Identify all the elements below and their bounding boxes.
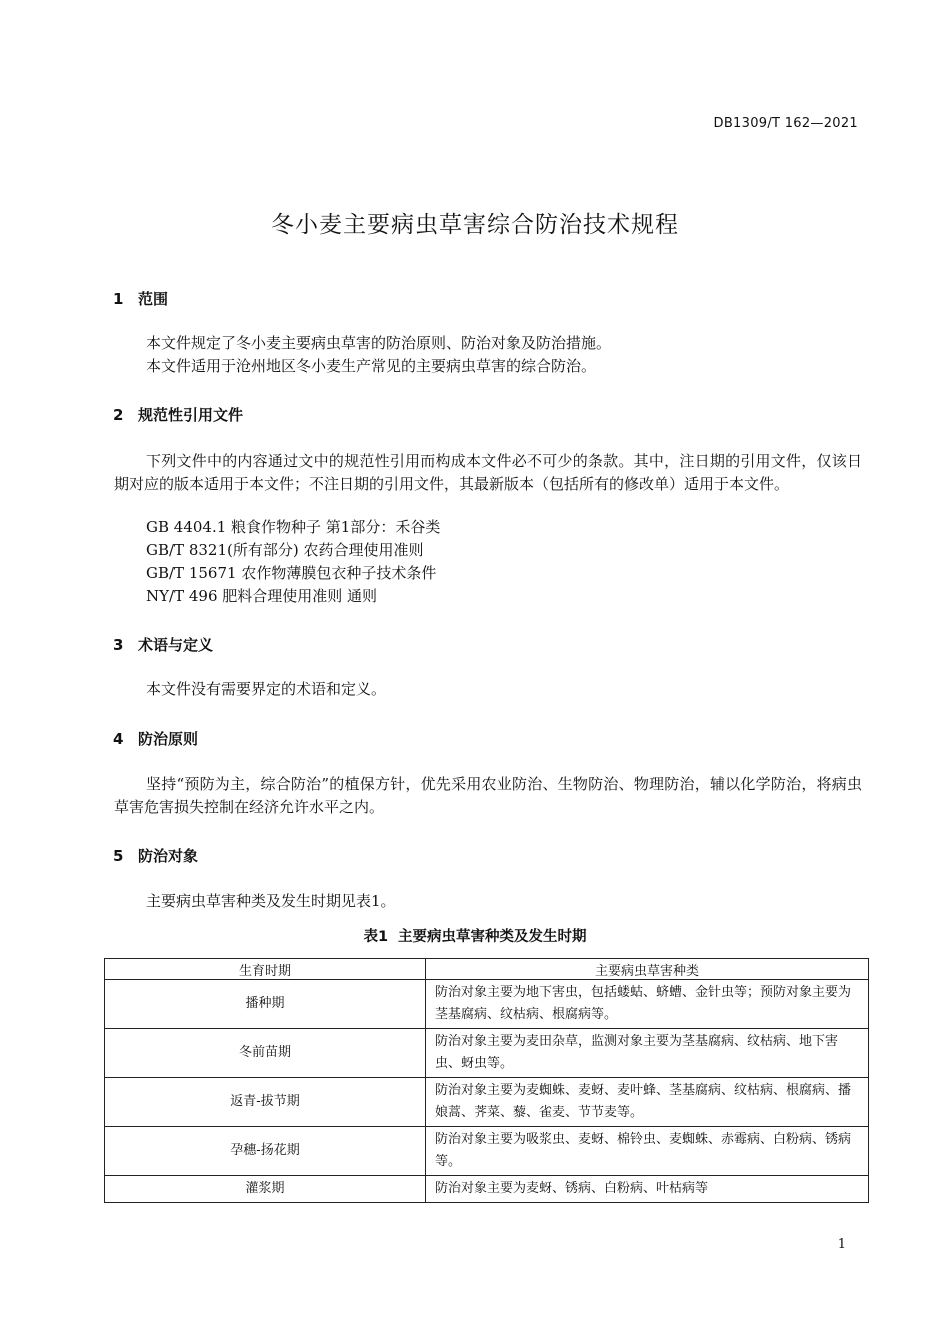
normative-references-paragraph: 下列文件中的内容通过文中的规范性引用而构成本文件必不可少的条款。其中，注日期的引用文件，仅该日期对应的版本适用于本文件；不注日期的引用文件，其最新版本（包括所有的修改单）适用于本文件。 — [114, 452, 862, 493]
period-cell: 播种期 — [105, 980, 426, 1029]
section-title: 防治原则 — [138, 730, 199, 748]
table-row — [105, 1029, 869, 1078]
pests-cell: 防治对象主要为吸浆虫、麦蚜、棉铃虫、麦蜘蛛、赤霉病、白粉病、锈病等。 — [426, 1127, 869, 1176]
pests-cell: 防治对象主要为地下害虫，包括蝼蛄、蛴螬、金针虫等；预防对象主要为茎基腐病、纹枯病、根腐病等。 — [426, 980, 869, 1029]
targets-line: 主要病虫草害种类及发生时期见表1。 — [146, 892, 396, 910]
table-header-row — [105, 959, 869, 980]
section-heading-scope — [113, 288, 168, 309]
header-period: 生育时期 — [105, 959, 426, 980]
pest-table — [104, 958, 869, 1203]
section-heading-terms — [113, 634, 213, 655]
scope-line: 本文件适用于沧州地区冬小麦生产常见的主要病虫草害的综合防治。 — [146, 357, 597, 375]
scope-line: 本文件规定了冬小麦主要病虫草害的防治原则、防治对象及防治措施。 — [146, 334, 612, 352]
period-cell: 灌浆期 — [105, 1176, 426, 1203]
terms-line: 本文件没有需要界定的术语和定义。 — [146, 680, 387, 698]
pests-cell: 防治对象主要为麦蚜、锈病、白粉病、叶枯病等 — [426, 1176, 869, 1203]
period-cell: 孕穗-扬花期 — [105, 1127, 426, 1176]
period-cell: 返青-拔节期 — [105, 1078, 426, 1127]
section-number: 5 — [113, 847, 124, 865]
section-number: 2 — [113, 406, 124, 424]
section-number: 1 — [113, 290, 124, 308]
principles-paragraph: 坚持“预防为主，综合防治”的植保方针，优先采用农业防治、生物防治、物理防治，辅以化学防治，将病虫草害危害损失控制在经济允许水平之内。 — [114, 775, 862, 816]
section-title: 范围 — [138, 290, 169, 308]
page-number: 1 — [837, 1237, 846, 1252]
standard-code: DB1309/T 162—2021 — [713, 116, 858, 131]
reference-item: NY/T 496 肥料合理使用准则 通则 — [146, 587, 378, 605]
table-caption-title: 主要病虫草害种类及发生时期 — [398, 929, 587, 945]
section-heading-targets — [113, 845, 198, 866]
pests-cell: 防治对象主要为麦蜘蛛、麦蚜、麦叶蜂、茎基腐病、纹枯病、根腐病、播娘蒿、荠菜、藜、雀麦、节节麦等。 — [426, 1078, 869, 1127]
table-row — [105, 1127, 869, 1176]
section-number: 4 — [113, 730, 124, 748]
section-number: 3 — [113, 636, 124, 654]
section-heading-principles — [113, 728, 198, 749]
section-heading-normative-references — [113, 404, 243, 425]
section-title: 规范性引用文件 — [138, 406, 244, 424]
document-title: 冬小麦主要病虫草害综合防治技术规程 — [271, 212, 679, 238]
period-cell: 冬前苗期 — [105, 1029, 426, 1078]
table-row — [105, 1176, 869, 1203]
section-title: 防治对象 — [138, 847, 199, 865]
reference-item: GB 4404.1 粮食作物种子 第1部分：禾谷类 — [146, 518, 441, 536]
section-title: 术语与定义 — [138, 636, 214, 654]
table-row — [105, 1078, 869, 1127]
reference-item: GB/T 15671 农作物薄膜包衣种子技术条件 — [146, 564, 437, 582]
reference-item: GB/T 8321(所有部分) 农药合理使用准则 — [146, 541, 424, 559]
header-pests: 主要病虫草害种类 — [426, 959, 869, 980]
pests-cell: 防治对象主要为麦田杂草，监测对象主要为茎基腐病、纹枯病、地下害虫、蚜虫等。 — [426, 1029, 869, 1078]
table-row — [105, 980, 869, 1029]
table-caption-number: 表1 — [363, 929, 389, 945]
table-caption — [0, 925, 950, 946]
